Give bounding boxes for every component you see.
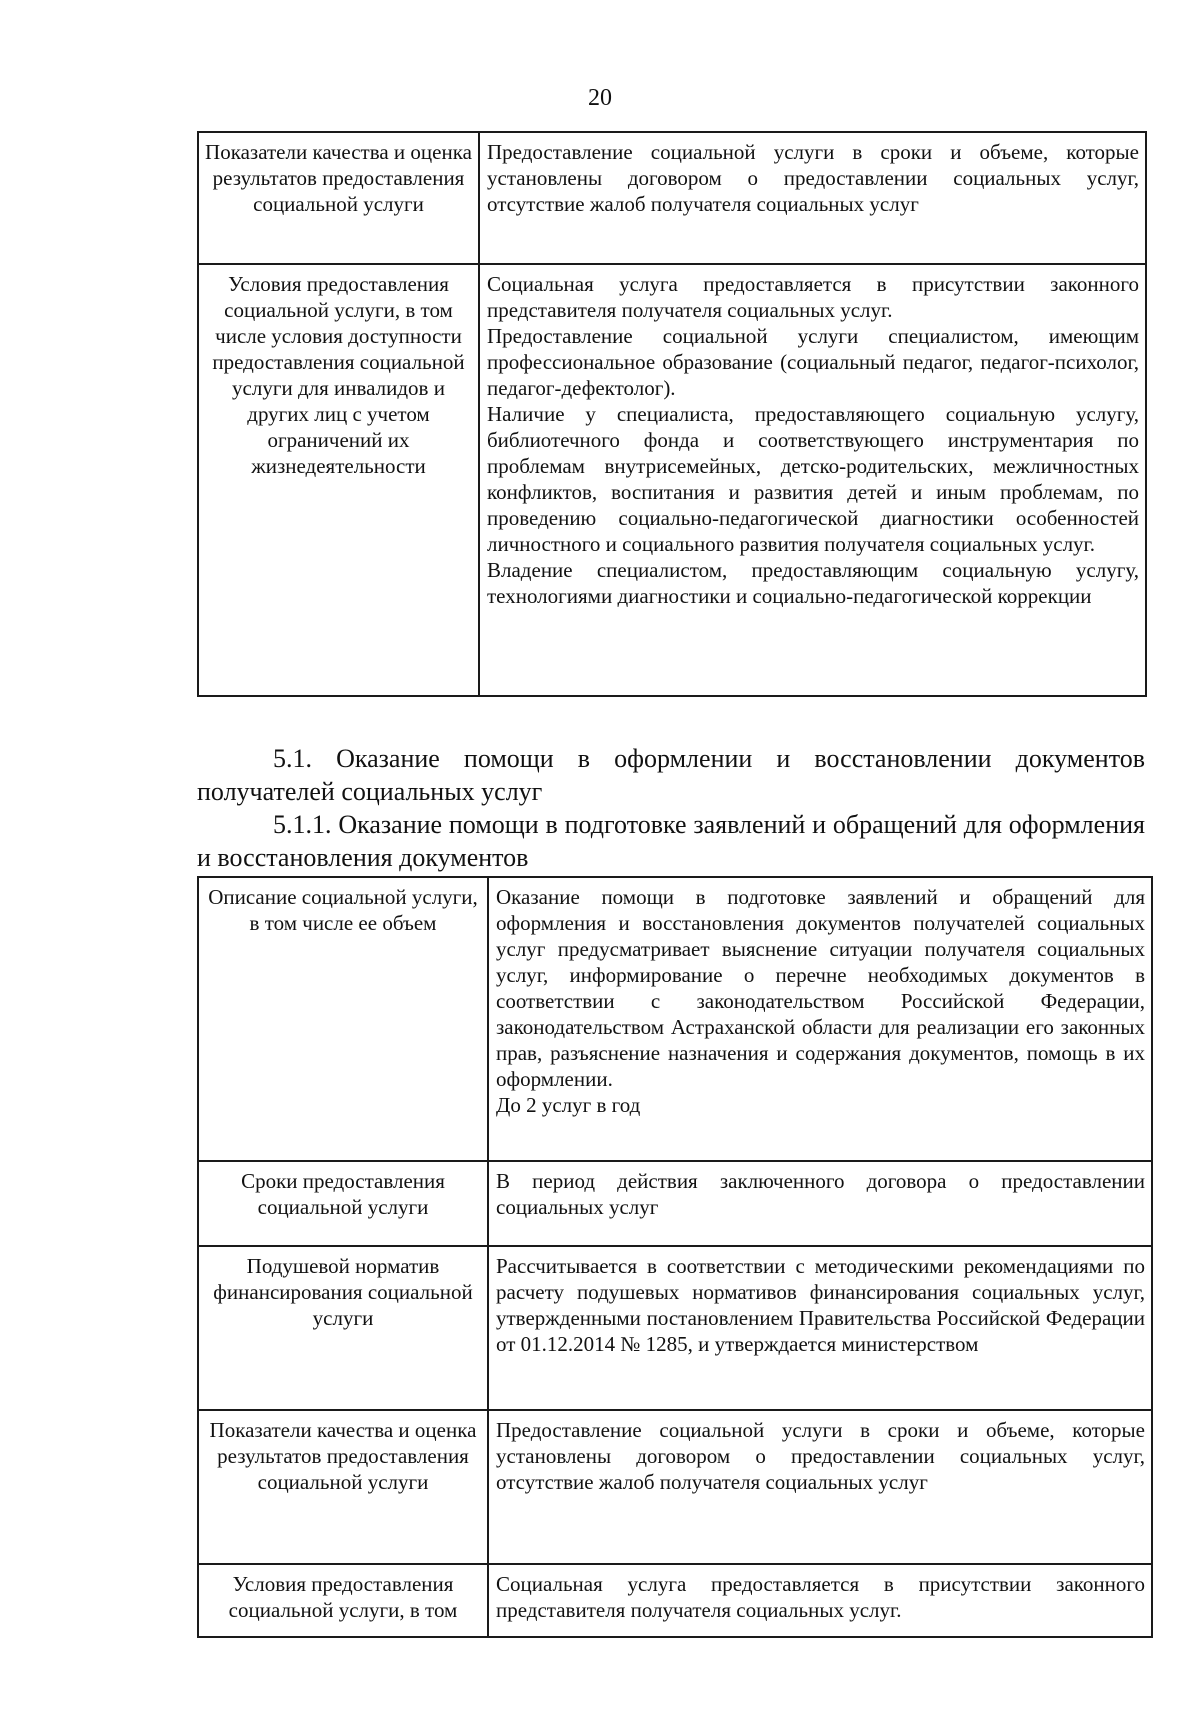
- row-value: [488, 877, 1152, 1161]
- row-value: [488, 1246, 1152, 1410]
- table-row: [198, 1410, 1152, 1564]
- value-paragraph: Предоставление социальной услуги в сроки и объеме, которые установлены договором о предоставлении социальных услуг, отсутствие жалоб получателя социальных услуг: [496, 1418, 1145, 1494]
- value-paragraph: Наличие у специалиста, предоставляющего социальную услугу, библиотечного фонда и соответствующего инструментария по проблемам внутрисемейных, детско-родительских, межличностных конфликтов, воспитания и развития детей и иным проблемам, по проведению социально-педагогической диагностики особенностей личностного и социального развития получателя социальных услуг.: [487, 402, 1139, 556]
- services-table-top: [197, 131, 1147, 697]
- page-number: 20: [588, 85, 612, 111]
- value-paragraph: Социальная услуга предоставляется в присутствии законного представителя получателя социальных услуг.: [487, 272, 1139, 322]
- row-value: [488, 1564, 1152, 1637]
- value-paragraph: Оказание помощи в подготовке заявлений и обращений для оформления и восстановления документов получателей социальных услуг предусматривает выяснение ситуации получателя социальных услуг, информирование о перечне необходимых документов в соответствии с законодательством Российской Федерации, законодательством Астраханской области для реализации его законных прав, разъяснение назначения и содержания документов, помощь в их оформлении.: [496, 885, 1145, 1091]
- row-label: Условия предоставления социальной услуги, в том: [198, 1564, 488, 1637]
- row-label: Подушевой норматив финансирования социальной услуги: [198, 1246, 488, 1410]
- table-row: [198, 264, 1146, 696]
- row-value: [488, 1161, 1152, 1246]
- row-label: Показатели качества и оценка результатов предоставления социальной услуги: [198, 1410, 488, 1564]
- table-row: [198, 1161, 1152, 1246]
- row-label: Показатели качества и оценка результатов предоставления социальной услуги: [198, 132, 479, 264]
- section-heading-text: 5.1. Оказание помощи в оформлении и восстановлении документов получателей социальных услуг: [197, 744, 1145, 806]
- value-paragraph: Рассчитывается в соответствии с методическими рекомендациями по расчету подушевых нормативов финансирования социальных услуг, утвержденными постановлением Правительства Российской Федерации от 01.12.2014 № 1285, и утверждается министерством: [496, 1254, 1145, 1356]
- row-label: Условия предоставления социальной услуги, в том числе условия доступности предоставления социальной услуги для инвалидов и других лиц с учетом ограничений их жизнедеятельности: [198, 264, 479, 696]
- value-paragraph: В период действия заключенного договора о предоставлении социальных услуг: [496, 1169, 1145, 1219]
- value-paragraph: До 2 услуг в год: [496, 1093, 641, 1117]
- row-label: Сроки предоставления социальной услуги: [198, 1161, 488, 1246]
- value-paragraph: Предоставление социальной услуги специалистом, имеющим профессиональное образование (социальный педагог, педагог-психолог, педагог-дефектолог).: [487, 324, 1139, 400]
- table-row: [198, 132, 1146, 264]
- row-value: [479, 132, 1146, 264]
- value-paragraph: Социальная услуга предоставляется в присутствии законного представителя получателя социальных услуг.: [496, 1572, 1145, 1622]
- value-paragraph: Предоставление социальной услуги в сроки и объеме, которые установлены договором о предоставлении социальных услуг, отсутствие жалоб получателя социальных услуг: [487, 140, 1139, 216]
- table-row: [198, 877, 1152, 1161]
- row-value: [488, 1410, 1152, 1564]
- table-row: [198, 1246, 1152, 1410]
- table-row: [198, 1564, 1152, 1637]
- row-value: [479, 264, 1146, 696]
- section-heading-5-1: [197, 742, 1145, 808]
- services-table-bottom: [197, 876, 1153, 1638]
- value-paragraph: Владение специалистом, предоставляющим социальную услугу, технологиями диагностики и социально-педагогической коррекции: [487, 558, 1139, 608]
- row-label: Описание социальной услуги, в том числе ее объем: [198, 877, 488, 1161]
- section-heading-text: 5.1.1. Оказание помощи в подготовке заявлений и обращений для оформления и восстановления документов: [197, 810, 1145, 872]
- section-heading-5-1-1: [197, 808, 1145, 874]
